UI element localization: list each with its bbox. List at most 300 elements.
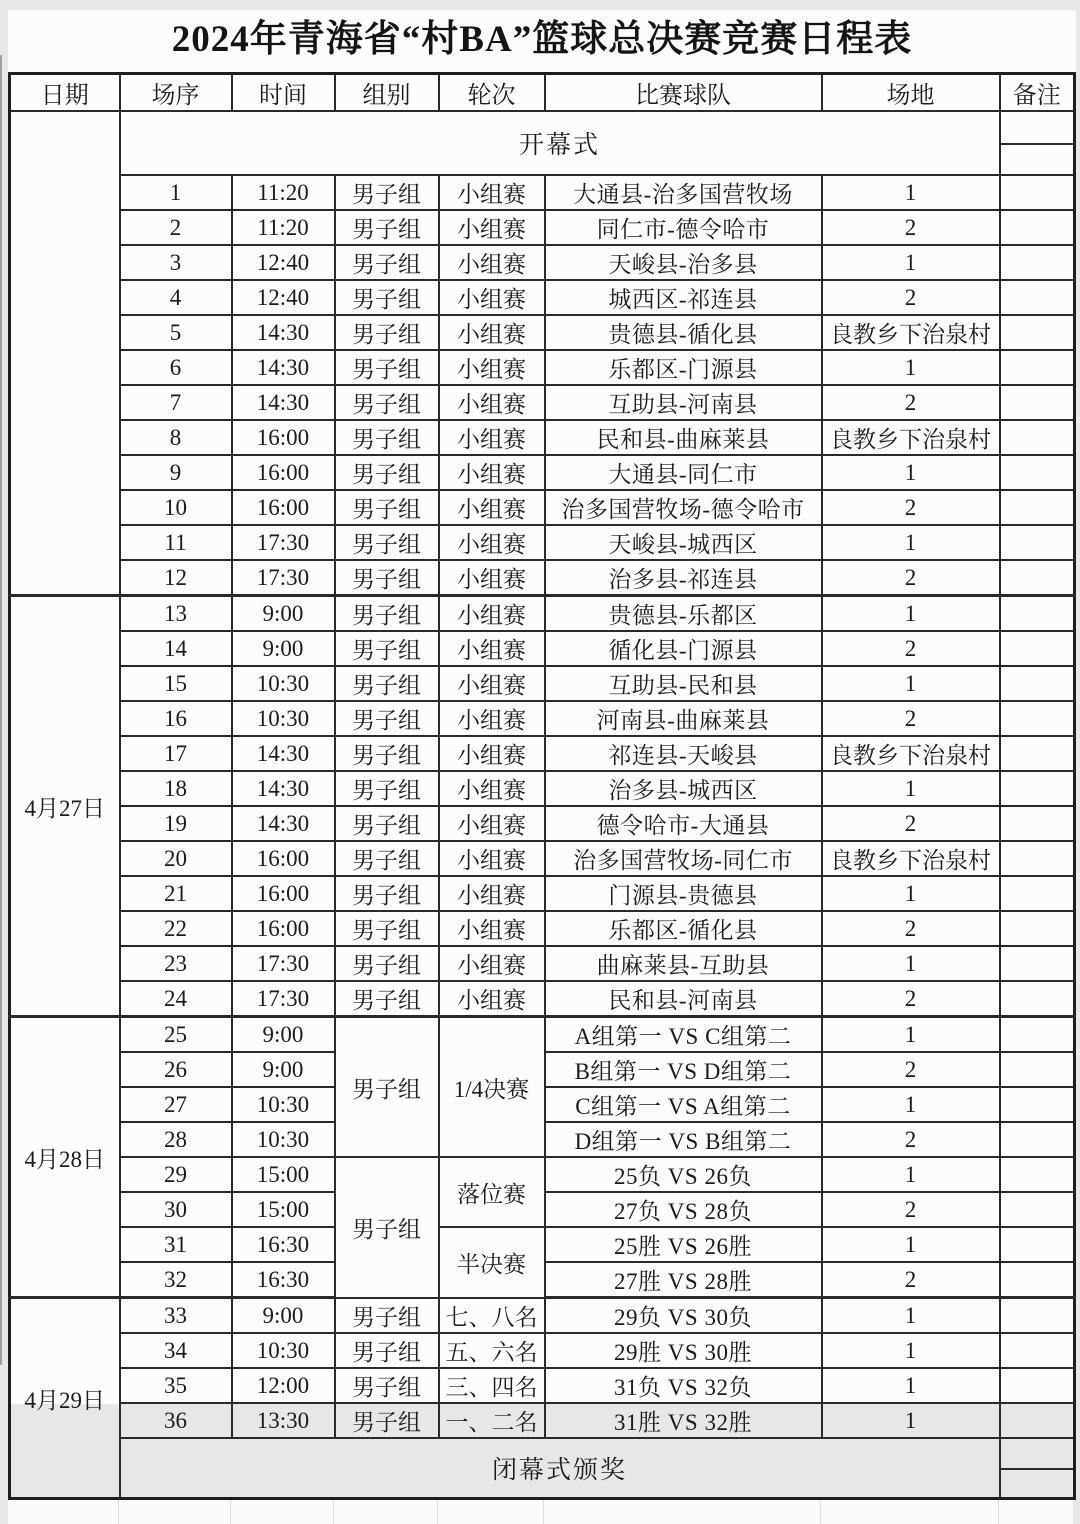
note-cell (1000, 111, 1075, 175)
teams-cell: 祁连县-天峻县 (545, 736, 822, 771)
round-cell: 小组赛 (439, 666, 545, 701)
match-row (10, 315, 1075, 350)
note-cell (1000, 525, 1075, 560)
round-cell: 七、八名 (439, 1298, 545, 1334)
sheet-grid-remnant (8, 1500, 1073, 1524)
group-cell: 男子组 (335, 175, 439, 210)
date-cell (10, 111, 120, 596)
round-cell: 小组赛 (439, 736, 545, 771)
header-row (10, 74, 1075, 112)
note-cell (1000, 631, 1075, 666)
venue-cell: 2 (822, 911, 1000, 946)
venue-cell: 良教乡下治泉村 (822, 420, 1000, 455)
group-cell: 男子组 (335, 771, 439, 806)
grid-ghost-line (118, 1500, 119, 1524)
teams-cell: A组第一 VS C组第二 (545, 1017, 822, 1053)
note-cell (1000, 911, 1075, 946)
seq-cell: 5 (120, 315, 232, 350)
col-header-group: 组别 (335, 74, 439, 112)
venue-cell: 2 (822, 631, 1000, 666)
seq-cell: 25 (120, 1017, 232, 1053)
note-subcell (1001, 1439, 1074, 1468)
seq-cell: 9 (120, 455, 232, 490)
round-cell: 小组赛 (439, 420, 545, 455)
time-cell: 14:30 (232, 385, 335, 420)
seq-cell: 30 (120, 1192, 232, 1227)
note-cell (1000, 1262, 1075, 1298)
match-row (10, 210, 1075, 245)
seq-cell: 22 (120, 911, 232, 946)
match-row (10, 350, 1075, 385)
note-cell (1000, 701, 1075, 736)
venue-cell: 1 (822, 1227, 1000, 1262)
note-cell (1000, 666, 1075, 701)
match-row (10, 175, 1075, 210)
teams-cell: 治多国营牧场-德令哈市 (545, 490, 822, 525)
round-cell: 小组赛 (439, 876, 545, 911)
seq-cell: 34 (120, 1333, 232, 1368)
teams-cell: 循化县-门源县 (545, 631, 822, 666)
group-cell: 男子组 (335, 1368, 439, 1403)
teams-cell: 大通县-治多国营牧场 (545, 175, 822, 210)
teams-cell: 27负 VS 28负 (545, 1192, 822, 1227)
group-cell: 男子组 (335, 210, 439, 245)
venue-cell: 1 (822, 1403, 1000, 1438)
time-cell: 9:00 (232, 631, 335, 666)
teams-cell: 德令哈市-大通县 (545, 806, 822, 841)
seq-cell: 2 (120, 210, 232, 245)
time-cell: 14:30 (232, 350, 335, 385)
match-row (10, 280, 1075, 315)
teams-cell: 治多县-祁连县 (545, 560, 822, 596)
page-title: 2024年青海省“村BA”篮球总决赛竞赛日程表 (171, 19, 913, 60)
note-subcell (1001, 112, 1074, 143)
group-cell: 男子组 (335, 1298, 439, 1334)
time-cell: 9:00 (232, 1017, 335, 1053)
match-row (10, 1227, 1075, 1262)
venue-cell: 1 (822, 1157, 1000, 1192)
group-cell: 男子组 (335, 350, 439, 385)
teams-cell: C组第一 VS A组第二 (545, 1087, 822, 1122)
teams-cell: 25胜 VS 26胜 (545, 1227, 822, 1262)
time-cell: 16:30 (232, 1227, 335, 1262)
round-cell: 小组赛 (439, 560, 545, 596)
time-cell: 16:00 (232, 876, 335, 911)
time-cell: 14:30 (232, 315, 335, 350)
group-cell: 男子组 (335, 315, 439, 350)
venue-cell: 良教乡下治泉村 (822, 841, 1000, 876)
time-cell: 9:00 (232, 596, 335, 632)
note-cell (1000, 420, 1075, 455)
time-cell: 16:00 (232, 455, 335, 490)
note-cell (1000, 946, 1075, 981)
teams-cell: 治多县-城西区 (545, 771, 822, 806)
group-cell: 男子组 (335, 981, 439, 1017)
match-row (10, 385, 1075, 420)
note-cell (1000, 245, 1075, 280)
round-cell: 小组赛 (439, 455, 545, 490)
group-cell: 男子组 (335, 701, 439, 736)
note-cell (1000, 981, 1075, 1017)
match-row (10, 596, 1075, 632)
match-row (10, 631, 1075, 666)
venue-cell: 2 (822, 280, 1000, 315)
group-cell: 男子组 (335, 806, 439, 841)
venue-cell: 2 (822, 385, 1000, 420)
venue-cell: 1 (822, 1017, 1000, 1053)
col-header-seq: 场序 (120, 74, 232, 112)
seq-cell: 14 (120, 631, 232, 666)
note-cell (1000, 1017, 1075, 1053)
note-cell (1000, 1368, 1075, 1403)
seq-cell: 24 (120, 981, 232, 1017)
col-header-note: 备注 (1000, 74, 1075, 112)
match-row (10, 876, 1075, 911)
time-cell: 9:00 (232, 1298, 335, 1334)
match-row (10, 1298, 1075, 1334)
venue-cell: 2 (822, 1192, 1000, 1227)
match-row (10, 1157, 1075, 1192)
teams-cell: 25负 VS 26负 (545, 1157, 822, 1192)
seq-cell: 8 (120, 420, 232, 455)
group-cell: 男子组 (335, 596, 439, 632)
teams-cell: 城西区-祁连县 (545, 280, 822, 315)
time-cell: 17:30 (232, 946, 335, 981)
round-cell: 小组赛 (439, 841, 545, 876)
match-row (10, 946, 1075, 981)
time-cell: 12:40 (232, 280, 335, 315)
group-cell: 男子组 (335, 385, 439, 420)
venue-cell: 1 (822, 596, 1000, 632)
group-cell: 男子组 (335, 1017, 439, 1158)
match-row (10, 736, 1075, 771)
seq-cell: 28 (120, 1122, 232, 1157)
note-cell (1000, 1333, 1075, 1368)
note-cell (1000, 876, 1075, 911)
match-row (10, 771, 1075, 806)
opening-ceremony-row (10, 111, 1075, 175)
group-cell: 男子组 (335, 490, 439, 525)
venue-cell: 1 (822, 350, 1000, 385)
teams-cell: 互助县-河南县 (545, 385, 822, 420)
match-row (10, 490, 1075, 525)
teams-cell: 29负 VS 30负 (545, 1298, 822, 1334)
venue-cell: 良教乡下治泉村 (822, 736, 1000, 771)
round-cell: 小组赛 (439, 280, 545, 315)
time-cell: 9:00 (232, 1052, 335, 1087)
note-cell (1000, 1403, 1075, 1438)
venue-cell: 1 (822, 876, 1000, 911)
grid-ghost-line (437, 1500, 438, 1524)
teams-cell: 31胜 VS 32胜 (545, 1403, 822, 1438)
round-cell: 五、六名 (439, 1333, 545, 1368)
round-cell: 小组赛 (439, 245, 545, 280)
grid-ghost-line (998, 1500, 999, 1524)
time-cell: 16:00 (232, 841, 335, 876)
note-cell (1000, 806, 1075, 841)
time-cell: 17:30 (232, 560, 335, 596)
group-cell: 男子组 (335, 560, 439, 596)
round-cell: 小组赛 (439, 981, 545, 1017)
round-cell: 小组赛 (439, 631, 545, 666)
note-cell (1000, 771, 1075, 806)
venue-cell: 2 (822, 806, 1000, 841)
round-cell: 小组赛 (439, 525, 545, 560)
round-cell: 小组赛 (439, 911, 545, 946)
note-subcell (1001, 143, 1074, 174)
teams-cell: 民和县-河南县 (545, 981, 822, 1017)
note-cell (1000, 560, 1075, 596)
match-row (10, 420, 1075, 455)
round-cell: 小组赛 (439, 350, 545, 385)
teams-cell: 29胜 VS 30胜 (545, 1333, 822, 1368)
seq-cell: 27 (120, 1087, 232, 1122)
group-cell: 男子组 (335, 911, 439, 946)
opening-ceremony-cell: 开幕式 (120, 111, 1000, 175)
teams-cell: 31负 VS 32负 (545, 1368, 822, 1403)
seq-cell: 36 (120, 1403, 232, 1438)
round-cell: 半决赛 (439, 1227, 545, 1298)
note-cell (1000, 455, 1075, 490)
time-cell: 17:30 (232, 525, 335, 560)
group-cell: 男子组 (335, 1333, 439, 1368)
seq-cell: 17 (120, 736, 232, 771)
teams-cell: D组第一 VS B组第二 (545, 1122, 822, 1157)
group-cell: 男子组 (335, 876, 439, 911)
photo-edge-artifact (0, 55, 2, 1365)
round-cell: 小组赛 (439, 771, 545, 806)
seq-cell: 29 (120, 1157, 232, 1192)
round-cell: 小组赛 (439, 490, 545, 525)
time-cell: 17:30 (232, 981, 335, 1017)
seq-cell: 31 (120, 1227, 232, 1262)
closing-ceremony-row (10, 1438, 1075, 1499)
match-row (10, 1403, 1075, 1438)
note-cell (1000, 1192, 1075, 1227)
note-cell (1000, 841, 1075, 876)
seq-cell: 4 (120, 280, 232, 315)
teams-cell: 天峻县-治多县 (545, 245, 822, 280)
note-cell (1000, 1087, 1075, 1122)
group-cell: 男子组 (335, 946, 439, 981)
venue-cell: 2 (822, 1262, 1000, 1298)
venue-cell: 2 (822, 1052, 1000, 1087)
time-cell: 16:00 (232, 420, 335, 455)
teams-cell: 乐都区-门源县 (545, 350, 822, 385)
teams-cell: 大通县-同仁市 (545, 455, 822, 490)
venue-cell: 1 (822, 1368, 1000, 1403)
note-cell (1000, 736, 1075, 771)
time-cell: 16:00 (232, 911, 335, 946)
match-row (10, 911, 1075, 946)
group-cell: 男子组 (335, 525, 439, 560)
match-row (10, 455, 1075, 490)
time-cell: 15:00 (232, 1157, 335, 1192)
grid-ghost-line (543, 1500, 544, 1524)
venue-cell: 1 (822, 175, 1000, 210)
venue-cell: 2 (822, 1122, 1000, 1157)
venue-cell: 2 (822, 981, 1000, 1017)
match-row (10, 1368, 1075, 1403)
round-cell: 小组赛 (439, 596, 545, 632)
group-cell: 男子组 (335, 841, 439, 876)
time-cell: 10:30 (232, 1122, 335, 1157)
note-cell (1000, 1122, 1075, 1157)
venue-cell: 1 (822, 525, 1000, 560)
time-cell: 14:30 (232, 806, 335, 841)
schedule-sheet (8, 10, 1076, 1484)
note-cell (1000, 315, 1075, 350)
time-cell: 14:30 (232, 771, 335, 806)
teams-cell: 同仁市-德令哈市 (545, 210, 822, 245)
teams-cell: 河南县-曲麻莱县 (545, 701, 822, 736)
seq-cell: 18 (120, 771, 232, 806)
group-cell: 男子组 (335, 1403, 439, 1438)
match-row (10, 1017, 1075, 1053)
grid-ghost-line (333, 1500, 334, 1524)
match-row (10, 666, 1075, 701)
schedule-table (8, 72, 1076, 1500)
teams-cell: 门源县-贵德县 (545, 876, 822, 911)
grid-ghost-line (820, 1500, 821, 1524)
col-header-time: 时间 (232, 74, 335, 112)
note-cell (1000, 350, 1075, 385)
round-cell: 小组赛 (439, 946, 545, 981)
venue-cell: 1 (822, 946, 1000, 981)
round-cell: 小组赛 (439, 315, 545, 350)
match-row (10, 806, 1075, 841)
note-cell (1000, 490, 1075, 525)
round-cell: 小组赛 (439, 175, 545, 210)
note-subcell (1001, 1468, 1074, 1497)
seq-cell: 3 (120, 245, 232, 280)
match-row (10, 560, 1075, 596)
note-cell (1000, 1227, 1075, 1262)
col-header-round: 轮次 (439, 74, 545, 112)
round-cell: 小组赛 (439, 385, 545, 420)
venue-cell: 2 (822, 701, 1000, 736)
time-cell: 10:30 (232, 1087, 335, 1122)
time-cell: 16:00 (232, 490, 335, 525)
venue-cell: 1 (822, 455, 1000, 490)
date-cell: 4月27日 (10, 596, 120, 1017)
time-cell: 12:00 (232, 1368, 335, 1403)
venue-cell: 2 (822, 210, 1000, 245)
venue-cell: 1 (822, 1087, 1000, 1122)
teams-cell: 27胜 VS 28胜 (545, 1262, 822, 1298)
closing-ceremony-cell: 闭幕式颁奖 (120, 1438, 1000, 1499)
teams-cell: 贵德县-循化县 (545, 315, 822, 350)
time-cell: 10:30 (232, 701, 335, 736)
teams-cell: B组第一 VS D组第二 (545, 1052, 822, 1087)
seq-cell: 12 (120, 560, 232, 596)
seq-cell: 6 (120, 350, 232, 385)
time-cell: 16:30 (232, 1262, 335, 1298)
col-header-venue: 场地 (822, 74, 1000, 112)
seq-cell: 19 (120, 806, 232, 841)
match-row (10, 841, 1075, 876)
teams-cell: 民和县-曲麻莱县 (545, 420, 822, 455)
venue-cell: 2 (822, 560, 1000, 596)
time-cell: 11:20 (232, 175, 335, 210)
seq-cell: 13 (120, 596, 232, 632)
round-cell: 1/4决赛 (439, 1017, 545, 1158)
group-cell: 男子组 (335, 1157, 439, 1298)
round-cell: 小组赛 (439, 210, 545, 245)
venue-cell: 1 (822, 1298, 1000, 1334)
col-header-date: 日期 (10, 74, 120, 112)
seq-cell: 1 (120, 175, 232, 210)
round-cell: 落位赛 (439, 1157, 545, 1227)
time-cell: 11:20 (232, 210, 335, 245)
time-cell: 14:30 (232, 736, 335, 771)
seq-cell: 15 (120, 666, 232, 701)
match-row (10, 981, 1075, 1017)
teams-cell: 治多国营牧场-同仁市 (545, 841, 822, 876)
group-cell: 男子组 (335, 420, 439, 455)
note-cell (1000, 385, 1075, 420)
time-cell: 10:30 (232, 1333, 335, 1368)
match-row (10, 1333, 1075, 1368)
group-cell: 男子组 (335, 666, 439, 701)
group-cell: 男子组 (335, 245, 439, 280)
time-cell: 10:30 (232, 666, 335, 701)
note-cell (1000, 1298, 1075, 1334)
round-cell: 小组赛 (439, 806, 545, 841)
match-row (10, 245, 1075, 280)
teams-cell: 互助县-民和县 (545, 666, 822, 701)
venue-cell: 2 (822, 490, 1000, 525)
seq-cell: 10 (120, 490, 232, 525)
venue-cell: 1 (822, 666, 1000, 701)
seq-cell: 26 (120, 1052, 232, 1087)
seq-cell: 20 (120, 841, 232, 876)
group-cell: 男子组 (335, 631, 439, 666)
round-cell: 三、四名 (439, 1368, 545, 1403)
seq-cell: 35 (120, 1368, 232, 1403)
col-header-teams: 比赛球队 (545, 74, 822, 112)
seq-cell: 11 (120, 525, 232, 560)
round-cell: 小组赛 (439, 701, 545, 736)
seq-cell: 32 (120, 1262, 232, 1298)
date-cell: 4月29日 (10, 1298, 120, 1499)
seq-cell: 33 (120, 1298, 232, 1334)
note-cell (1000, 1438, 1075, 1499)
teams-cell: 天峻县-城西区 (545, 525, 822, 560)
date-cell: 4月28日 (10, 1017, 120, 1298)
time-cell: 12:40 (232, 245, 335, 280)
match-row (10, 701, 1075, 736)
note-cell (1000, 596, 1075, 632)
time-cell: 13:30 (232, 1403, 335, 1438)
seq-cell: 23 (120, 946, 232, 981)
time-cell: 15:00 (232, 1192, 335, 1227)
teams-cell: 曲麻莱县-互助县 (545, 946, 822, 981)
venue-cell: 1 (822, 245, 1000, 280)
round-cell: 一、二名 (439, 1403, 545, 1438)
note-cell (1000, 1052, 1075, 1087)
teams-cell: 乐都区-循化县 (545, 911, 822, 946)
group-cell: 男子组 (335, 280, 439, 315)
note-cell (1000, 175, 1075, 210)
venue-cell: 1 (822, 771, 1000, 806)
seq-cell: 16 (120, 701, 232, 736)
note-cell (1000, 280, 1075, 315)
seq-cell: 7 (120, 385, 232, 420)
group-cell: 男子组 (335, 455, 439, 490)
grid-ghost-line (230, 1500, 231, 1524)
venue-cell: 良教乡下治泉村 (822, 315, 1000, 350)
